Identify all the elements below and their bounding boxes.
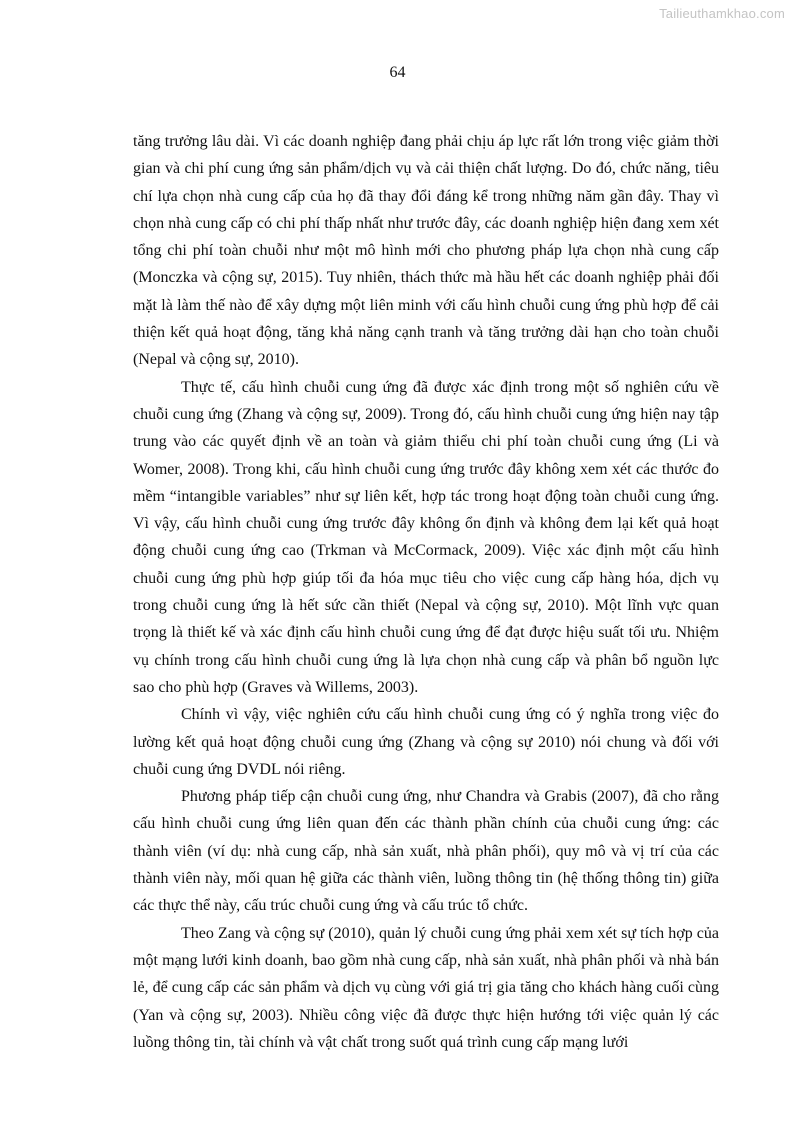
paragraph: Phương pháp tiếp cận chuỗi cung ứng, như Chandra và Grabis (2007), đã cho rằng cấu hình chuỗi cung ứng liên quan đến các thành phần chính của chuỗi cung ứng: các thành viên (ví dụ: nhà cung cấp, nhà sản xuất, nhà phân phối), quy mô và vị trí của các thành viên này, mối quan hệ giữa các thành viên, luồng thông tin (hệ thống thông tin) giữa các thực thể này, cấu trúc chuỗi cung ứng và cấu trúc tổ chức. [133, 788, 719, 915]
page-number: 64 [389, 64, 406, 81]
paragraph: Chính vì vậy, việc nghiên cứu cấu hình chuỗi cung ứng có ý nghĩa trong việc đo lường kết quả hoạt động chuỗi cung ứng (Zhang và cộng sự 2010) nói chung và đối với chuỗi cung ứng DVDL nói riêng. [133, 706, 719, 778]
paragraph: Theo Zang và cộng sự (2010), quản lý chuỗi cung ứng phải xem xét sự tích hợp của một mạng lưới kinh doanh, bao gồm nhà cung cấp, nhà sản xuất, nhà phân phối và nhà bán lẻ, để cung cấp các sản phẩm và dịch vụ cùng với giá trị gia tăng cho khách hàng cuối cùng (Yan và cộng sự, 2003). Nhiều công việc đã được thực hiện hướng tới việc quản lý các luồng thông tin, tài chính và vật chất trong suốt quá trình cung cấp mạng lưới [133, 924, 719, 1051]
paragraph-continuation: tăng trưởng lâu dài. Vì các doanh nghiệp đang phải chịu áp lực rất lớn trong việc giảm thời gian và chi phí cung ứng sản phẩm/dịch vụ và cải thiện chất lượng. Do đó, chức năng, tiêu chí lựa chọn nhà cung cấp của họ đã thay đổi đáng kể trong những năm gần đây. Thay vì chọn nhà cung cấp có chi phí thấp nhất như trước đây, các doanh nghiệp hiện đang xem xét tổng chi phí toàn chuỗi như một mô hình mới cho phương pháp lựa chọn nhà cung cấp (Monczka và cộng sự, 2015). Tuy nhiên, thách thức mà hầu hết các doanh nghiệp phải đối mặt là làm thế nào để xây dựng một liên minh với cấu hình chuỗi cung ứng phù hợp để cải thiện kết quả hoạt động, tăng khả năng cạnh tranh và tăng trưởng dài hạn cho toàn chuỗi (Nepal và cộng sự, 2010). [133, 133, 719, 369]
watermark: Tailieuthamkhao.com [659, 6, 785, 21]
document-body [133, 128, 719, 1056]
paragraph: Thực tế, cấu hình chuỗi cung ứng đã được xác định trong một số nghiên cứu về chuỗi cung ứng (Zhang và cộng sự, 2009). Trong đó, cấu hình chuỗi cung ứng hiện nay tập trung vào các quyết định về an toàn và giảm thiểu chi phí toàn chuỗi cung ứng (Li và Womer, 2008). Trong khi, cấu hình chuỗi cung ứng trước đây không xem xét các thước đo mềm “intangible variables” như sự liên kết, hợp tác trong hoạt động toàn chuỗi cung ứng. Vì vậy, cấu hình chuỗi cung ứng trước đây không ổn định và không đem lại kết quả hoạt động chuỗi cung ứng cao (Trkman và McCormack, 2009). Việc xác định một cấu hình chuỗi cung ứng phù hợp giúp tối đa hóa mục tiêu cho việc cung cấp hàng hóa, dịch vụ trong chuỗi cung ứng là hết sức cần thiết (Nepal và cộng sự, 2010). Một lĩnh vực quan trọng là thiết kế và xác định cấu hình chuỗi cung ứng để đạt được hiệu suất tối ưu. Nhiệm vụ chính trong cấu hình chuỗi cung ứng là lựa chọn nhà cung cấp và phân bổ nguồn lực sao cho phù hợp (Graves và Willems, 2003). [133, 378, 719, 696]
